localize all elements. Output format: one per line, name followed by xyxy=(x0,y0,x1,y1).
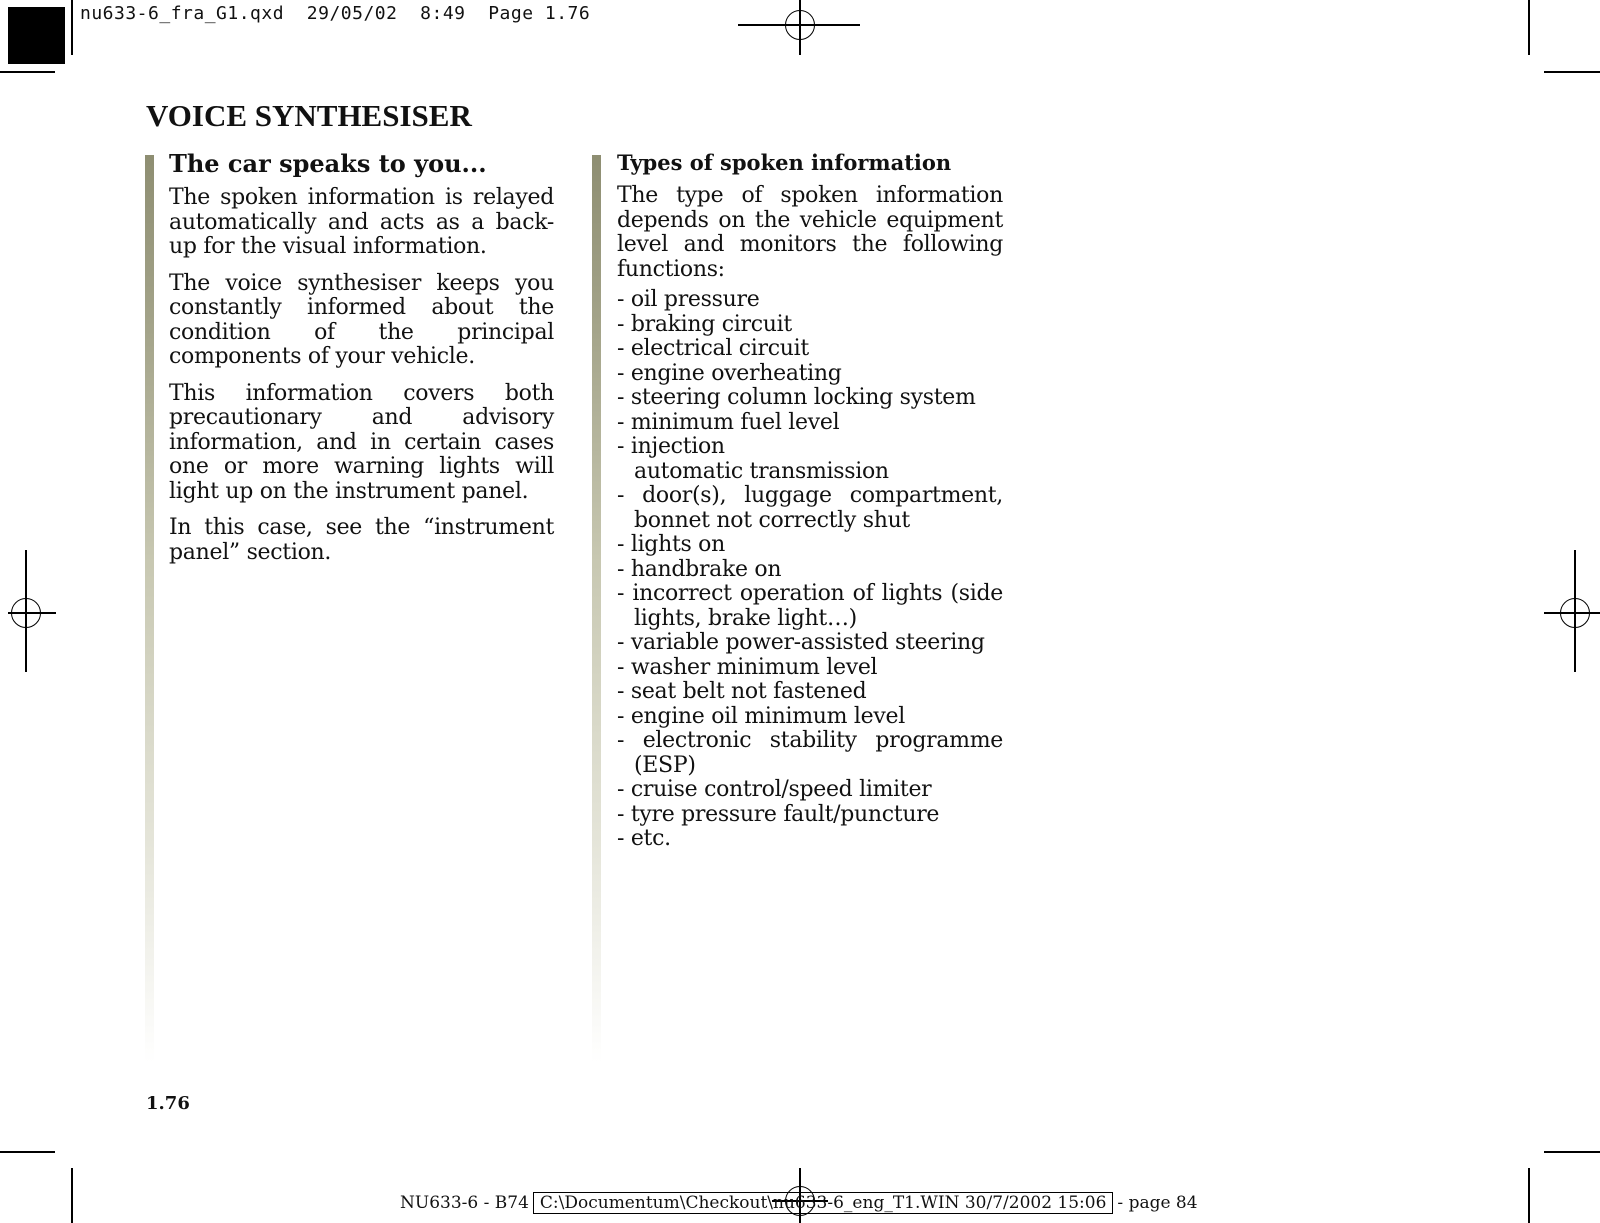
list-item: - variable power-assisted steering xyxy=(617,630,985,655)
printer-slug xyxy=(80,3,590,24)
footer-path: C:\Documentum\Checkout\nu633-6_eng_T1.WIN 30/7/2002 15:06 xyxy=(533,1192,1114,1214)
list-item: - oil pressure xyxy=(617,287,760,312)
paragraph: The voice synthesiser keeps you constantly informed about the condition of the principal components of your vehicle. xyxy=(169,270,554,369)
right-column-heading: Types of spoken information xyxy=(617,150,952,175)
list-item: - seat belt not fastened xyxy=(617,679,867,704)
paragraph: The spoken information is relayed automatically and acts as a back-up for the visual information. xyxy=(169,185,554,259)
list-item: - electronic stability programme (ESP) xyxy=(617,728,1003,778)
crop-mark xyxy=(1528,0,1530,55)
paragraph: This information covers both precautionary and advisory information, and in certain cases one or more warning lights will light up on the instrument panel. xyxy=(169,380,554,504)
list-item: - handbrake on xyxy=(617,556,782,582)
slug-date: 29/05/02 xyxy=(306,3,398,24)
slug-time: 8:49 xyxy=(420,3,466,24)
list-item: - electrical circuit xyxy=(617,336,809,361)
list-item: - etc. xyxy=(617,826,671,851)
list-item: - cruise control/speed limiter xyxy=(617,777,932,802)
footer-suffix: - page 84 xyxy=(1117,1193,1198,1213)
list-item: - minimum fuel level xyxy=(617,409,840,435)
crop-mark xyxy=(0,71,55,73)
list-item: - tyre pressure fault/puncture xyxy=(617,801,940,827)
list-item: - braking circuit xyxy=(617,311,792,337)
footer xyxy=(400,1193,1198,1213)
list-item: - engine overheating xyxy=(617,360,842,386)
registration-mark-icon xyxy=(1560,598,1590,628)
crop-mark xyxy=(1544,71,1600,73)
crop-mark xyxy=(71,0,73,55)
list-item: - steering column locking system xyxy=(617,385,976,410)
registration-mark-icon xyxy=(11,598,41,628)
list-item: - lights on xyxy=(617,532,725,557)
left-side-bar xyxy=(145,155,154,1063)
page-number: 1.76 xyxy=(146,1093,190,1114)
intro-paragraph: The type of spoken information depends on the vehicle equipment level and monitors the following functions: xyxy=(617,183,1003,282)
function-list xyxy=(617,288,1003,852)
crop-mark xyxy=(71,1168,73,1223)
paragraph: In this case, see the “instrument panel” section. xyxy=(169,515,554,565)
crop-mark xyxy=(1528,1168,1530,1223)
list-item: - washer minimum level xyxy=(617,654,878,680)
slug-page: Page 1.76 xyxy=(488,3,591,24)
footer-prefix: NU633-6 - B74 xyxy=(400,1193,529,1213)
list-item: - door(s), luggage compartment, bonnet not correctly shut xyxy=(617,483,1003,533)
crop-mark xyxy=(0,1151,55,1153)
right-side-bar xyxy=(592,155,601,1063)
page-title: VOICE SYNTHESISER xyxy=(146,98,472,133)
list-item: - injection xyxy=(617,434,725,459)
left-column xyxy=(169,150,554,577)
crop-mark xyxy=(1544,1151,1600,1153)
list-item: automatic transmission xyxy=(634,458,889,484)
left-column-heading: The car speaks to you... xyxy=(169,149,487,178)
list-item: - incorrect operation of lights (side lights, brake light…) xyxy=(617,581,1003,631)
crop-block xyxy=(8,7,65,64)
registration-mark-icon xyxy=(785,10,815,40)
slug-file: nu633-6_fra_G1.qxd xyxy=(80,3,285,24)
list-item: - engine oil minimum level xyxy=(617,703,905,729)
right-column xyxy=(617,150,1003,852)
